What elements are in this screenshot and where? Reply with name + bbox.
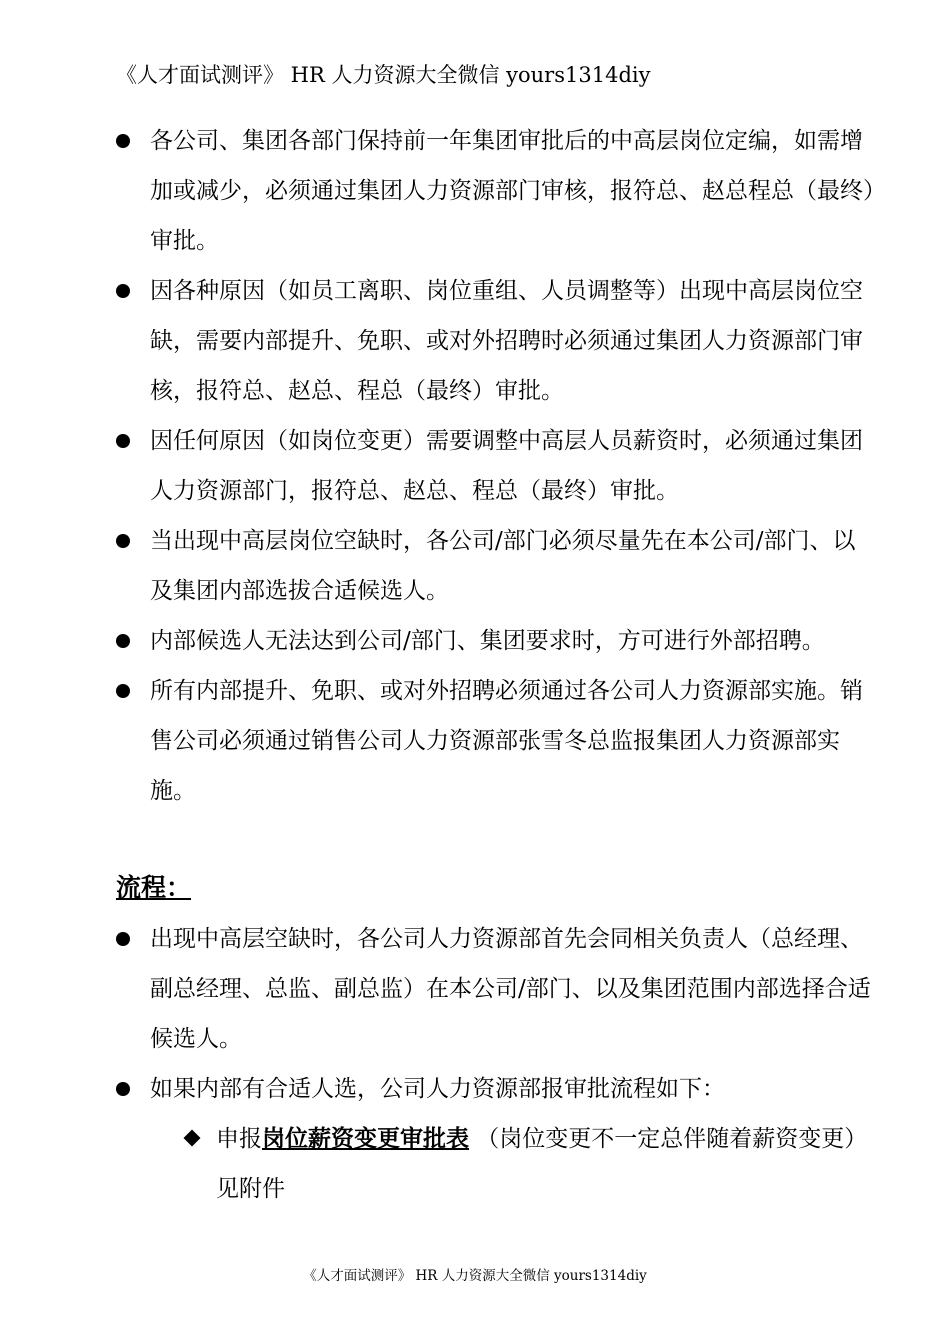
process-item-text: 如果内部有合适人选，公司人力资源部报审批流程如下： (150, 1076, 725, 1102)
process-sub-item (184, 1114, 876, 1214)
approval-form-link[interactable]: 岗位薪资变更审批表 (262, 1125, 469, 1152)
page-header: 《人才面试测评》 HR 人力资源大全微信 yours1314diy (116, 63, 651, 87)
process-item (116, 1064, 876, 1114)
policy-item (116, 266, 876, 416)
policy-item-text: 各公司、集团各部门保持前一年集团审批后的中高层岗位定编，如需增加或减少，必须通过集团人力资源部门审核，报符总、赵总程总（最终）审批。 (150, 128, 875, 254)
policy-item (116, 666, 876, 816)
bullet-icon (116, 932, 130, 946)
process-list (116, 914, 876, 1114)
policy-item-text: 所有内部提升、免职、或对外招聘必须通过各公司人力资源部实施。销售公司必须通过销售公司人力资源部张雪冬总监报集团人力资源部实施。 (150, 678, 863, 804)
policy-list (116, 116, 876, 816)
bullet-icon (116, 634, 130, 648)
process-item (116, 914, 876, 1064)
process-section-title: 流程： (116, 873, 192, 902)
process-item-text: 出现中高层空缺时，各公司人力资源部首先会同相关负责人（总经理、副总经理、总监、副总监）在本公司/部门、以及集团范围内部选择合适候选人。 (150, 926, 871, 1052)
bullet-icon (116, 534, 130, 548)
bullet-icon (116, 684, 130, 698)
policy-item (116, 116, 876, 266)
policy-item (116, 516, 876, 616)
policy-item-text: 因各种原因（如员工离职、岗位重组、人员调整等）出现中高层岗位空缺，需要内部提升、免职、或对外招聘时必须通过集团人力资源部门审核，报符总、赵总、程总（最终）审批。 (150, 278, 863, 404)
policy-item-text: 内部候选人无法达到公司/部门、集团要求时，方可进行外部招聘。 (150, 628, 825, 654)
diamond-bullet-icon (184, 1130, 201, 1147)
policy-item (116, 616, 876, 666)
page-footer: 《人才面试测评》 HR 人力资源大全微信 yours1314diy (303, 1268, 647, 1284)
sub-item-prefix: 申报 (216, 1126, 262, 1152)
bullet-icon (116, 134, 130, 148)
bullet-icon (116, 1082, 130, 1096)
policy-item-text: 当出现中高层岗位空缺时，各公司/部门必须尽量先在本公司/部门、以及集团内部选拔合适候选人。 (150, 528, 856, 604)
policy-item (116, 416, 876, 516)
bullet-icon (116, 284, 130, 298)
bullet-icon (116, 434, 130, 448)
sub-item-suffix: （岗位变更不一定总伴随着薪资变更）见附件 (216, 1126, 868, 1202)
policy-item-text: 因任何原因（如岗位变更）需要调整中高层人员薪资时，必须通过集团人力资源部门，报符总、赵总、程总（最终）审批。 (150, 428, 863, 504)
